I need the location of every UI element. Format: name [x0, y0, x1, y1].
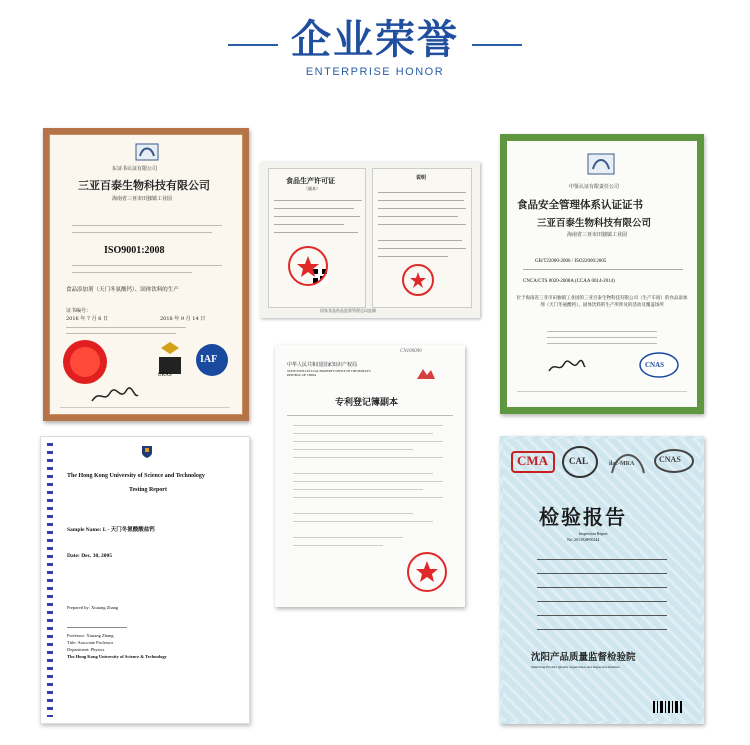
patent-emblem-icon [415, 367, 437, 381]
iso-certificate-image [43, 128, 249, 421]
page-title: 企业荣誉 [291, 17, 459, 63]
patent-office: 中华人民共和国国家知识产权局 [287, 362, 358, 368]
hkust-dept: Department: Physics [67, 647, 105, 652]
hkust-professor: Professor: Xiuiang Zhang [67, 633, 114, 638]
inspection-institute-en: ShenYang Product Quality Supervision and Inspection Institute [531, 665, 620, 669]
fs-standard-1: GB/T22000-2006 / ISO22000:2005 [535, 259, 607, 264]
fs-issuer: 中鉴认证有限责任公司 [569, 184, 620, 190]
iso-date-right: 2018 年 9 月 14 日 [160, 316, 206, 322]
cnas-label: CNAS [645, 361, 665, 369]
fs-company: 三亚百泰生物科技有限公司 [537, 218, 652, 229]
header-line-right [472, 44, 522, 46]
mark-cnas: CNAS [659, 455, 681, 464]
iaf-label: IAF [200, 354, 218, 365]
hkust-sample: Sample Name: L - 天门冬氨酸酸盐钙 [67, 527, 155, 533]
patent-seal-icon [405, 550, 449, 594]
signature-icon [547, 359, 587, 375]
hkust-date: Date: Dec. 30, 2005 [67, 553, 113, 559]
iso-address: 海南省三亚市田独镇工业园 [112, 196, 173, 202]
iso-date-left: 2016 年 7 月 6 日 [66, 316, 109, 322]
patent-register-image [275, 345, 465, 607]
signature-icon [90, 387, 140, 405]
cert-emblem-icon [587, 153, 615, 175]
inspection-institute: 沈阳产品质量监督检验院 [531, 652, 636, 663]
hkust-report-title: Testing Report [129, 487, 167, 493]
license-title: 食品生产许可证 [286, 176, 335, 185]
ukas-label: UKAS [158, 373, 172, 378]
page-subtitle: ENTERPRISE HONOR [305, 66, 445, 78]
header-line-left [228, 44, 278, 46]
patent-title: 专利登记簿副本 [335, 398, 399, 408]
red-seal-icon [60, 337, 110, 387]
hkust-university: The Hong Kong University of Science and Technology [67, 473, 205, 479]
inspection-title-en: Inspection Report [579, 531, 608, 536]
license-seal-2-icon [400, 262, 436, 298]
iso-standard: ISO9001:2008 [104, 245, 165, 256]
fs-standard-2: CNCA/CTS 0020-2008A (CCAA 0014-2014) [523, 279, 615, 284]
cert-emblem-icon [135, 143, 159, 161]
iso-issuer: 东证书认证有限公司 [112, 166, 158, 172]
university-crest-icon [141, 445, 153, 459]
patent-stamp-no: CN100090 [400, 349, 422, 354]
binding-spiral [47, 443, 53, 717]
food-license-image [260, 162, 480, 318]
mark-cal: CAL [569, 456, 589, 466]
inspection-no: No: 2013XSP00244 [567, 537, 600, 542]
fs-address: 海南省三亚市田独镇工业园 [567, 232, 628, 238]
fs-scope: 位于海南省三亚市田独镇工业园的三亚百泰生物科技有限公司（生产车间）的食品添加剂（天门冬氨酸钙）、固体饮料的生产所涉及的活动及覆盖场所 [516, 296, 688, 308]
fs-title: 食品安全管理体系认证证书 [517, 199, 643, 211]
license-seal-icon [286, 244, 330, 288]
mark-cma: CMA [517, 453, 549, 468]
inspection-title: 检验报告 [539, 505, 627, 529]
license-notice-title: 说明 [416, 175, 427, 181]
hkust-prepared: Prepared by: Xiuiang Zhang [67, 605, 119, 610]
mark-ilac: ilac-MRA [609, 461, 635, 467]
barcode-icon [653, 701, 683, 713]
iso-scope: 食品添加剂（天门冬氨酸钙）、固体饮料的生产 [66, 287, 179, 293]
license-footer: 国家食品药品监督管理总局监制 [320, 308, 376, 313]
inspection-report-image [500, 436, 704, 724]
license-copy: （副本） [304, 186, 320, 191]
hkust-report-image [40, 436, 250, 724]
iso-company: 三亚百泰生物科技有限公司 [78, 179, 210, 192]
hkust-title-line: Title: Associate Professor [67, 640, 114, 645]
food-safety-certificate-image [500, 134, 704, 414]
patent-office-en: STATE INTELLECTUAL PROPERTY OFFICE OF THE PEOPLE'S REPUBLIC OF CHINA [287, 369, 371, 377]
iso-cert-label: 证书编号： [66, 308, 92, 314]
hkust-univ-short: The Hong Kong University of Science & Technology [67, 654, 167, 659]
